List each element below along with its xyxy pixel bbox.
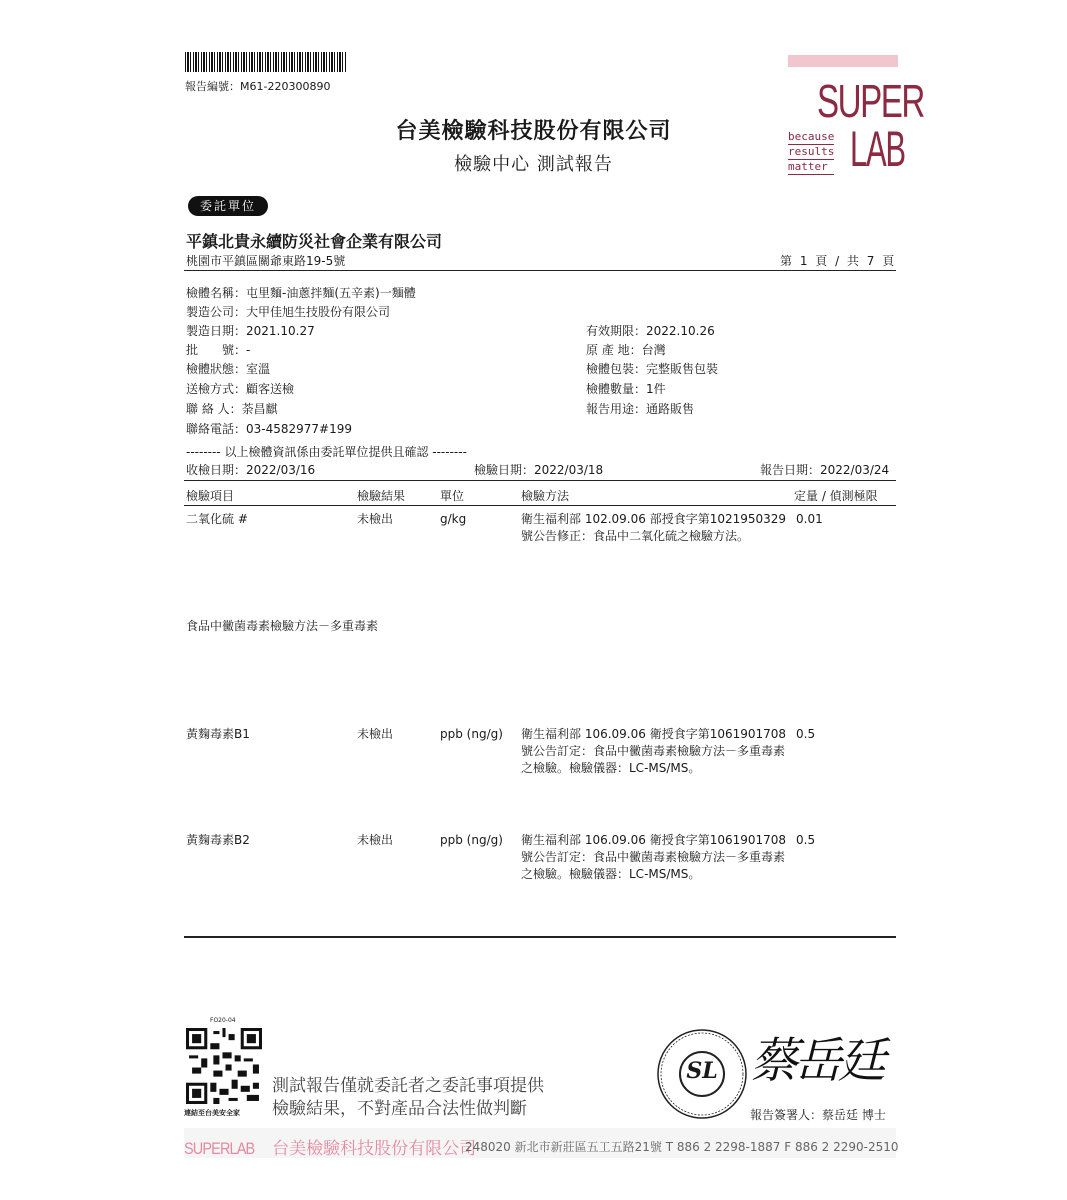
sample-note: -------- 以上檢體資訊係由委託單位提供且確認 -------- — [186, 445, 467, 459]
disclaimer — [272, 1075, 544, 1121]
col-header-result: 檢驗結果 — [357, 489, 406, 503]
logo-tagline — [788, 130, 834, 175]
client-name: 平鎮北貴永續防災社會企業有限公司 — [186, 232, 443, 251]
row-method: 衛生福利部 106.09.06 衛授食字第1061901708 號公告訂定：食品中黴菌毒素檢驗方法－多重毒素之檢驗。檢驗儀器：LC-MS/MS。 — [521, 727, 787, 775]
sample-maker: 製造公司：大甲佳旭生技股份有限公司 — [186, 305, 391, 319]
sample-origin: 原 產 地：台灣 — [586, 343, 666, 357]
sample-state: 檢體狀態：室溫 — [186, 362, 271, 376]
footer-address: 248020 新北市新莊區五工五路21號 T 886 2 2298-1887 F 886 2 2290-2510 — [465, 1140, 899, 1154]
signature: 蔡岳廷 — [750, 1033, 883, 1089]
row-method: 衛生福利部 106.09.06 衛授食字第1061901708 號公告訂定：食品中黴菌毒素檢驗方法－多重毒素之檢驗。檢驗儀器：LC-MS/MS。 — [521, 833, 787, 881]
row-item: 黃麴毒素B2 — [186, 833, 250, 847]
row-result: 未檢出 — [357, 833, 394, 847]
divider — [184, 480, 896, 481]
row-result: 未檢出 — [357, 727, 394, 741]
row-unit: g/kg — [440, 512, 467, 526]
sample-delivery: 送檢方式：顧客送檢 — [186, 382, 295, 396]
sample-expiry: 有效期限：2022.10.26 — [586, 324, 715, 338]
section-heading: 食品中黴菌毒素檢驗方法－多重毒素 — [186, 619, 379, 633]
client-badge: 委託單位 — [188, 196, 268, 216]
sample-mfg-date: 製造日期：2021.10.27 — [186, 324, 315, 338]
sample-phone: 聯絡電話：03-4582977#199 — [186, 422, 353, 436]
col-header-item: 檢驗項目 — [186, 489, 235, 503]
sample-contact: 聯 絡 人：荼昌麒 — [186, 402, 278, 416]
row-item: 黃麴毒素B1 — [186, 727, 250, 741]
logo-because: because — [788, 130, 835, 143]
col-header-unit: 單位 — [440, 489, 465, 503]
signer: 報告簽署人：蔡岳廷 博士 — [750, 1108, 886, 1122]
received-date: 收檢日期：2022/03/16 — [186, 463, 316, 477]
divider — [184, 270, 896, 271]
sample-batch: 批 號：- — [186, 343, 251, 357]
row-limit: 0.01 — [796, 512, 823, 526]
row-result: 未檢出 — [357, 512, 394, 526]
report-date: 報告日期：2022/03/24 — [760, 463, 890, 477]
form-number: FO20-04 — [210, 1017, 236, 1024]
row-limit: 0.5 — [796, 727, 816, 741]
barcode — [185, 52, 347, 72]
logo-lab: LAB — [850, 121, 905, 177]
report-subtitle: 檢驗中心 測試報告 — [454, 154, 613, 175]
row-limit: 0.5 — [796, 833, 816, 847]
sample-name: 檢體名稱：屯里麵-油蔥拌麵(五辛素)一麵體 — [186, 286, 416, 300]
seal-text: SL — [686, 1058, 718, 1084]
logo-matter: matter — [788, 160, 834, 175]
disclaimer-line-1: 測試報告僅就委託者之委託事項提供 — [272, 1076, 544, 1096]
footer-brand — [184, 1134, 476, 1159]
qr-code-icon[interactable] — [186, 1028, 262, 1104]
logo-bar — [788, 55, 898, 67]
page-number: 第 1 頁 / 共 7 頁 — [780, 254, 897, 268]
row-unit: ppb (ng/g) — [440, 727, 503, 741]
tested-date: 檢驗日期：2022/03/18 — [474, 463, 604, 477]
row-method: 衛生福利部 102.09.06 部授食字第1021950329 號公告修正：食品中二氧化硫之檢驗方法。 — [521, 512, 787, 543]
col-header-method: 檢驗方法 — [521, 489, 570, 503]
logo-results: results — [788, 145, 835, 158]
company-title: 台美檢驗科技股份有限公司 — [395, 119, 672, 144]
report-number: 報告編號：M61-220300890 — [185, 80, 331, 93]
col-header-limit: 定量 / 偵測極限 — [794, 489, 878, 503]
footer-brand-name: SUPERLAB — [184, 1139, 255, 1158]
logo-super: SUPER — [817, 75, 924, 127]
client-address: 桃園市平鎮區關爺東路19-5號 — [186, 254, 346, 268]
qr-caption: 連結至台美安全家 — [184, 1109, 240, 1117]
disclaimer-line-2: 檢驗結果，不對產品合法性做判斷 — [272, 1099, 527, 1119]
sample-quantity: 檢體數量：1件 — [586, 382, 666, 396]
sample-package: 檢體包裝：完整販售包裝 — [586, 362, 719, 376]
row-item: 二氧化硫 # — [186, 512, 248, 526]
sample-usage: 報告用途：通路販售 — [586, 402, 695, 416]
divider — [184, 936, 896, 938]
row-unit: ppb (ng/g) — [440, 833, 503, 847]
divider — [184, 505, 896, 506]
footer-brand-company: 台美檢驗科技股份有限公司 — [272, 1139, 477, 1159]
